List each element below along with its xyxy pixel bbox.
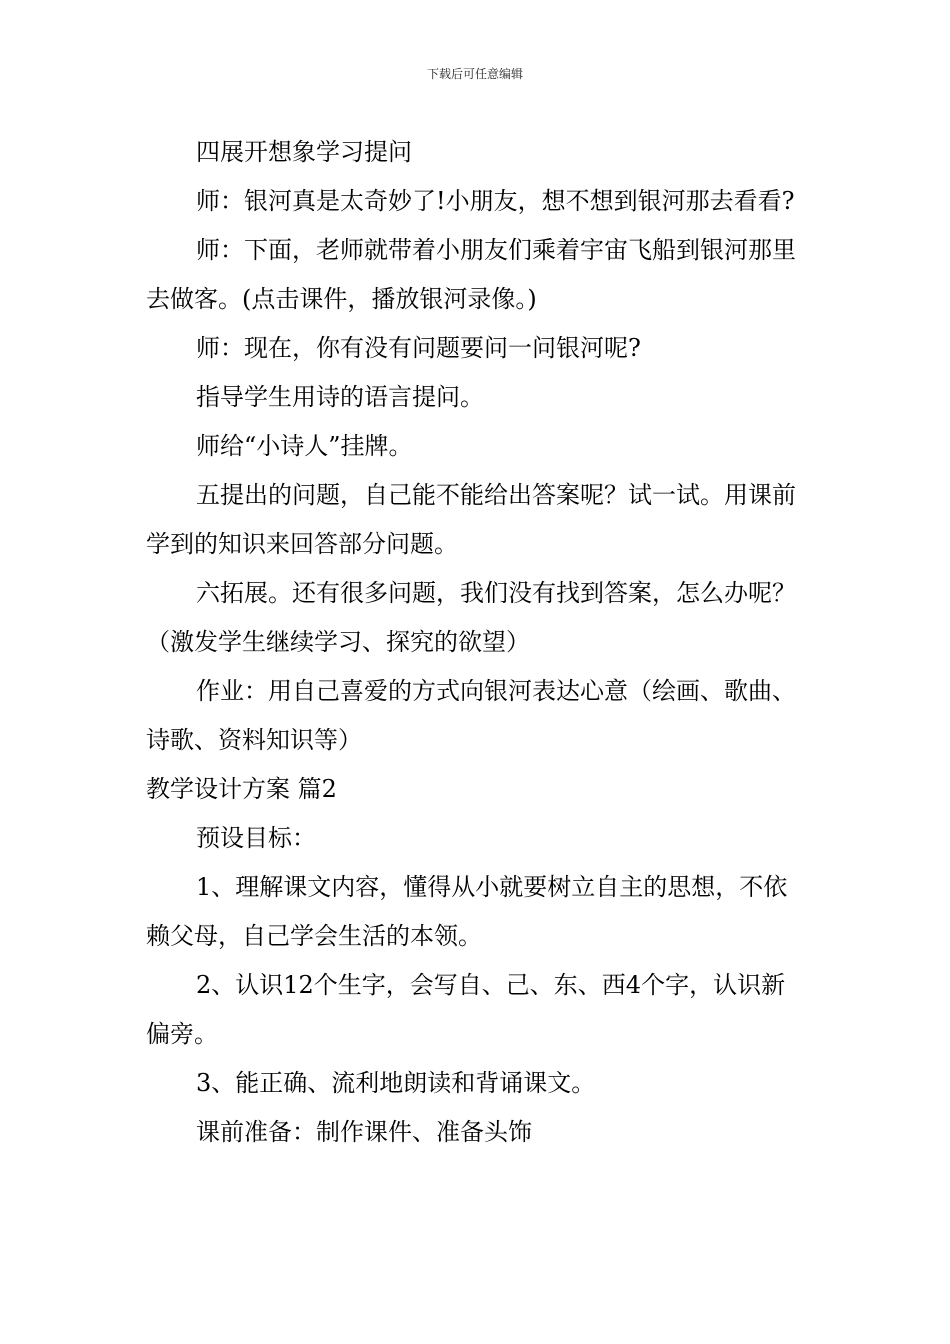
paragraph-teacher-line-2: 师：下面，老师就带着小朋友们乘着宇宙飞船到银河那里去做客。(点击课件，播放银河录像。) [146,236,796,313]
paragraph-preparation: 课前准备：制作课件、准备头饰 [196,1118,532,1146]
paragraph-little-poet: 师给“小诗人”挂牌。 [196,432,413,460]
paragraph-section-4-heading: 四展开想象学习提问 [196,138,412,166]
document-body [146,128,808,1157]
paragraph-teacher-line-1: 师：银河真是太奇妙了!小朋友，想不想到银河那去看看? [196,187,795,215]
section-title-plan-2: 教学设计方案 篇2 [146,775,337,803]
paragraph-section-6: 六拓展。还有很多问题，我们没有找到答案，怎么办呢？（激发学生继续学习、探究的欲望） [146,579,796,656]
paragraph-goals-heading: 预设目标： [196,824,316,852]
paragraph-guide-students: 指导学生用诗的语言提问。 [196,383,484,411]
paragraph-teacher-line-3: 师：现在，你有没有问题要问一问银河呢? [196,334,641,362]
paragraph-goal-3: 3、能正确、流利地朗读和背诵课文。 [196,1069,596,1097]
paragraph-goal-1: 1、理解课文内容，懂得从小就要树立自主的思想，不依赖父母，自己学会生活的本领。 [146,873,788,950]
paragraph-goal-2: 2、认识12个生字，会写自、己、东、西4个字，认识新偏旁。 [146,971,786,1048]
page-header: 下载后可任意编辑 [426,67,523,81]
paragraph-section-5: 五提出的问题，自己能不能给出答案呢？试一试。用课前学到的知识来回答部分问题。 [146,481,796,558]
paragraph-homework: 作业：用自己喜爱的方式向银河表达心意（绘画、歌曲、诗歌、资料知识等） [146,677,796,754]
